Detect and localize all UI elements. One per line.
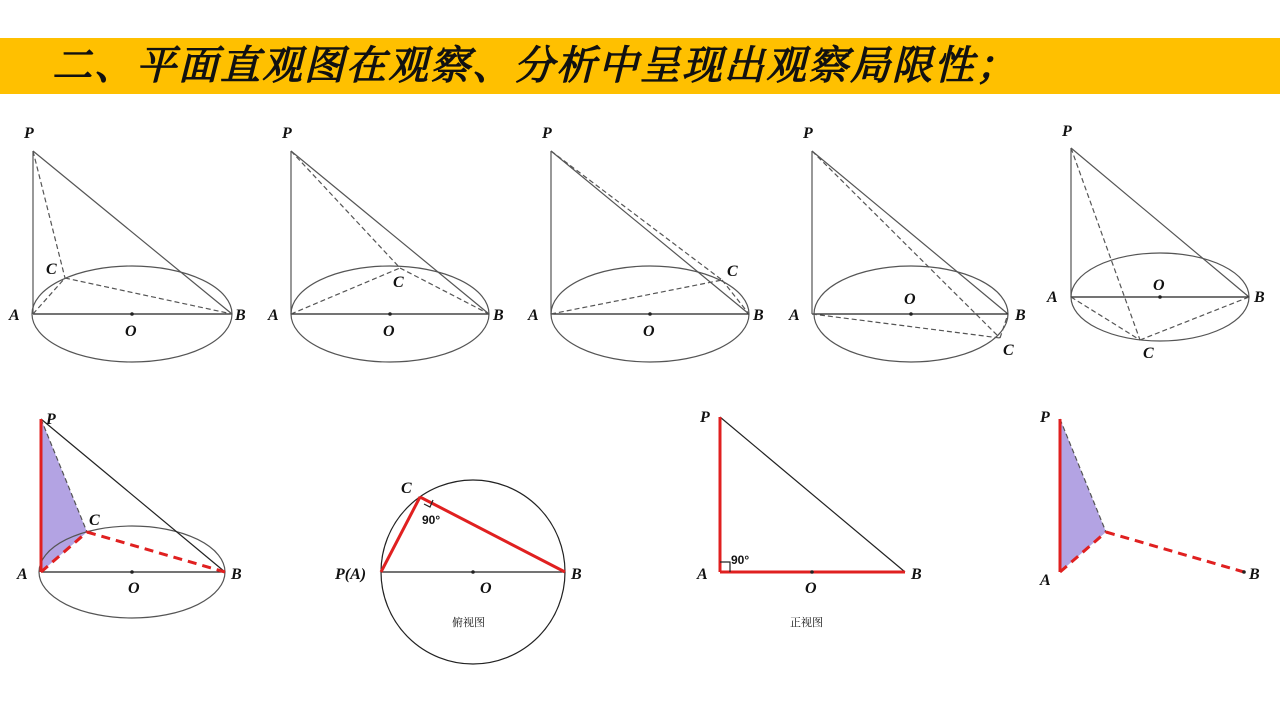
edge-ac xyxy=(812,314,1000,338)
edge-cb xyxy=(722,280,749,314)
center-dot xyxy=(130,570,134,574)
face-pac xyxy=(41,419,87,572)
label-o: O xyxy=(480,580,492,597)
center-dot xyxy=(648,312,652,316)
label-a: A xyxy=(17,566,28,583)
edge-cb xyxy=(400,268,489,314)
figure-3 xyxy=(527,125,764,362)
edge-pc xyxy=(812,151,1000,338)
label-b: B xyxy=(1254,289,1265,306)
label-p: P xyxy=(46,411,56,428)
label-b: B xyxy=(231,566,242,583)
red-edge-ac xyxy=(381,497,420,572)
edge-pb xyxy=(1071,148,1249,297)
caption-front-view: 正视图 xyxy=(790,616,823,629)
edge-cb xyxy=(65,278,232,314)
label-c: C xyxy=(1003,342,1014,359)
label-o: O xyxy=(904,291,916,308)
label-b: B xyxy=(493,307,504,324)
label-o: O xyxy=(383,323,395,340)
label-c: C xyxy=(401,480,412,497)
edge-pc xyxy=(291,151,400,268)
edge-cb xyxy=(1140,297,1249,340)
label-c: C xyxy=(727,263,738,280)
figure-1 xyxy=(8,125,246,362)
point-b-dot xyxy=(1242,570,1246,574)
label-p: P xyxy=(24,125,34,142)
label-c: C xyxy=(1143,345,1154,362)
label-p: P xyxy=(803,125,813,142)
label-a: A xyxy=(697,566,708,583)
angle-label: 90° xyxy=(731,553,750,567)
label-p: P xyxy=(1062,123,1072,140)
figure-7-top-view xyxy=(334,480,582,664)
figure-9-isolated xyxy=(1039,409,1260,589)
edge-pb xyxy=(551,151,749,314)
label-p: P xyxy=(282,125,292,142)
label-a: A xyxy=(1047,289,1058,306)
label-b: B xyxy=(235,307,246,324)
edge-pb xyxy=(291,151,489,314)
figure-4 xyxy=(788,125,1026,362)
center-dot xyxy=(810,570,814,574)
figure-2 xyxy=(267,125,504,362)
label-a: A xyxy=(528,307,539,324)
figure-8-front-view xyxy=(696,409,922,629)
label-pa: P(A) xyxy=(335,566,367,583)
edge-ac xyxy=(291,268,400,314)
label-o: O xyxy=(643,323,655,340)
label-a: A xyxy=(9,307,20,324)
edge-pc xyxy=(33,151,65,278)
center-dot xyxy=(388,312,392,316)
label-c: C xyxy=(46,261,57,278)
page-title: 二、平面直观图在观察、分析中呈现出观察局限性； xyxy=(52,42,1018,89)
center-dot xyxy=(130,312,134,316)
label-p: P xyxy=(542,125,552,142)
edge-ac xyxy=(33,278,65,314)
angle-label: 90° xyxy=(422,513,441,527)
label-a: A xyxy=(1040,572,1051,589)
label-a: A xyxy=(268,307,279,324)
label-o: O xyxy=(1153,277,1165,294)
edge-pb xyxy=(720,417,905,572)
label-a: A xyxy=(789,307,800,324)
label-o: O xyxy=(805,580,817,597)
red-edge-cb xyxy=(1106,532,1244,572)
center-dot xyxy=(1158,295,1162,299)
edge-ac xyxy=(551,280,722,314)
label-c: C xyxy=(393,274,404,291)
label-b: B xyxy=(753,307,764,324)
label-b: B xyxy=(911,566,922,583)
label-p: P xyxy=(700,409,710,426)
edge-pc xyxy=(551,151,722,280)
label-o: O xyxy=(125,323,137,340)
caption-top-view: 俯视图 xyxy=(452,616,485,629)
label-p: P xyxy=(1040,409,1050,426)
label-c: C xyxy=(89,512,100,529)
face-pac xyxy=(1060,419,1106,572)
edge-pb xyxy=(812,151,1008,314)
label-b: B xyxy=(571,566,582,583)
label-b: B xyxy=(1015,307,1026,324)
edge-pb xyxy=(33,151,232,314)
figure-5 xyxy=(1046,123,1265,362)
red-edge-cb xyxy=(87,532,225,572)
red-edge-cb xyxy=(420,497,565,572)
label-b: B xyxy=(1249,566,1260,583)
label-o: O xyxy=(128,580,140,597)
center-dot xyxy=(909,312,913,316)
figure-6-highlighted xyxy=(16,411,242,618)
edge-cb xyxy=(1000,314,1008,338)
center-dot xyxy=(471,570,475,574)
